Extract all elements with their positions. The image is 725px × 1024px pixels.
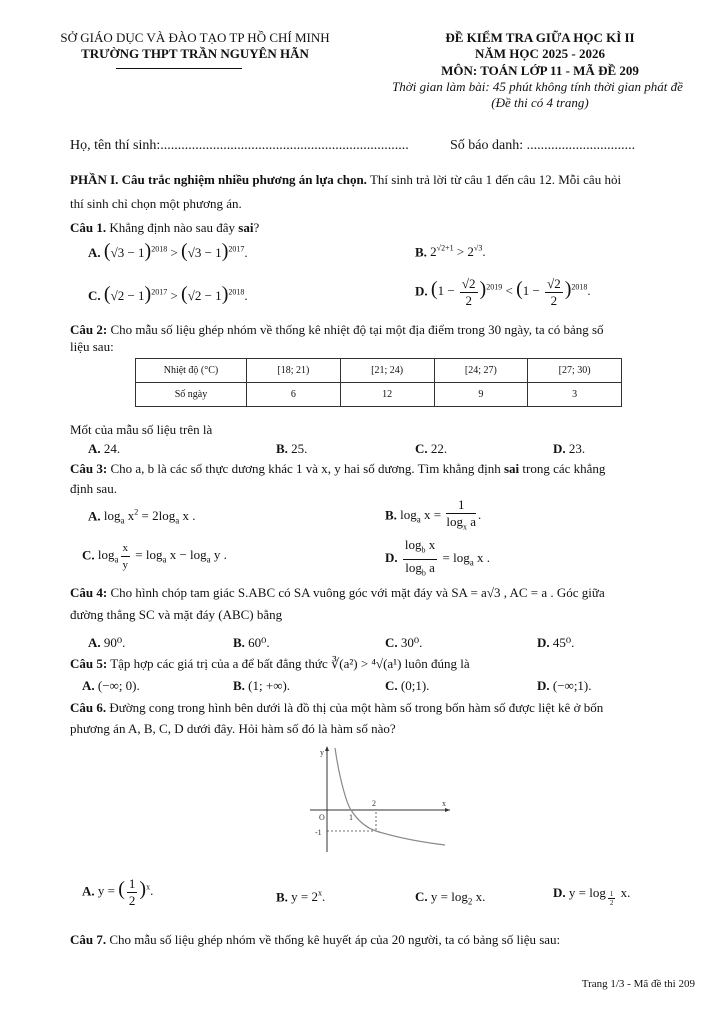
y-axis-arrow (325, 746, 329, 751)
part1-instr1: Thí sinh trả lời từ câu 1 đến câu 12. Mỗi câu hỏi (366, 172, 622, 187)
table-cell: [27; 30) (528, 359, 622, 383)
q3-text1: Cho a, b là các số thực dương khác 1 và x, y hai số dương. Tìm khẳng định (107, 461, 504, 476)
table-cell: 9 (434, 383, 528, 407)
q2-option-b[interactable]: B. 25. (276, 441, 308, 456)
q5-option-c[interactable]: C. (0;1). (385, 678, 430, 693)
subject-code: MÔN: TOÁN LỚP 11 - MÃ ĐỀ 209 (441, 63, 639, 78)
q1-a-label: A. (88, 245, 101, 260)
q2-text1: Cho mẫu số liệu ghép nhóm về thống kê nhiệt độ tại một địa điểm trong 30 ngày, ta có bảng số (107, 322, 604, 337)
q3-a-math: $\log_a x^2 = 2\log_a$ x . (103, 508, 196, 526)
q1-text: Khẳng định nào sau đây (106, 220, 239, 235)
school-name: TRƯỜNG THPT TRẦN NGUYÊN HÃN (81, 46, 309, 61)
q3-option-b[interactable] (385, 497, 481, 536)
q1-label: Câu 1. (70, 220, 107, 235)
q2-option-a[interactable]: A. 24. (88, 441, 121, 456)
q1-option-d[interactable] (415, 276, 591, 309)
time-note: Thời gian làm bài: 45 phút không tính thời gian phát đề (392, 79, 683, 94)
pages-note: (Đề thi có 4 trang) (491, 95, 589, 110)
question-6 (70, 700, 603, 716)
header-divider (116, 68, 242, 69)
school-year: NĂM HỌC 2025 - 2026 (475, 46, 605, 61)
q1-c-label: C. (88, 288, 101, 303)
q3-a-label: A. (88, 508, 101, 524)
q2-option-c[interactable]: C. 22. (415, 441, 448, 456)
q3-text1-end: trong các khẳng (519, 461, 606, 476)
table-row (136, 359, 622, 383)
q2-frequency-table (135, 358, 622, 407)
table-header-days: Số ngày (136, 383, 247, 407)
table-cell: 3 (528, 383, 622, 407)
log-curve (335, 748, 445, 845)
question-2 (70, 322, 604, 338)
graph-origin-label: O (319, 813, 325, 822)
q3-b-label: B. (385, 507, 397, 523)
q5-option-b[interactable]: B. (1; +∞). (233, 678, 291, 693)
table-cell: [18; 21) (247, 359, 341, 383)
q2-question: Mốt của mẫu số liệu trên là (70, 422, 213, 437)
q1-option-b[interactable] (415, 244, 486, 260)
q6-c-label: C. (415, 889, 428, 904)
q3-option-a[interactable] (88, 508, 195, 526)
q3-text2: định sau. (70, 481, 117, 496)
q3-option-c[interactable] (82, 540, 227, 573)
question-5 (70, 656, 470, 672)
q7-text: Cho mẫu số liệu ghép nhóm về thống kê huyết áp của 20 người, ta có bảng số liệu sau: (106, 932, 561, 947)
q6-c-math: $y = \log_2 x$. (430, 889, 486, 907)
q2-text2: liệu sau: (70, 339, 114, 354)
q6-d-label: D. (553, 885, 566, 900)
q1-d-label: D. (415, 283, 428, 299)
graph-tick-2: 2 (372, 799, 376, 808)
q4-option-c[interactable]: C. 30⁰. (385, 635, 423, 650)
q1-option-c[interactable] (88, 283, 248, 306)
q6-d-math: y = log $_{\frac{1}{2}}$ x. (568, 885, 631, 908)
part1-title: PHẦN I. Câu trắc nghiệm nhiều phương án lựa chọn. (70, 172, 367, 187)
q6-b-label: B. (276, 889, 288, 905)
q6-a-label: A. (82, 883, 95, 899)
q6-text2: phương án A, B, C, D dưới đây. Hỏi hàm số đó là hàm số nào? (70, 721, 396, 736)
q3-c-label: C. (82, 547, 95, 563)
table-cell: [21; 24) (340, 359, 434, 383)
table-header-temperature: Nhiệt độ (°C) (136, 359, 247, 383)
q6-b-math: $y = 2^x$. (291, 889, 326, 905)
graph-y-label: y (320, 748, 324, 757)
q3-label: Câu 3: (70, 461, 108, 476)
question-3 (70, 461, 605, 477)
student-name-field[interactable]: Họ, tên thí sinh:....................................................................... (70, 138, 409, 153)
q1-c-math: $(√2 - 1)^{2017} > (√2 - 1)^{2018}$. (103, 283, 248, 305)
q6-option-a[interactable] (82, 876, 153, 909)
q1-b-label: B. (415, 244, 427, 260)
q1-a-math: $(√3 - 1)^{2018} > (√3 - 1)^{2017}$. (103, 240, 248, 262)
q6-a-math: y = ( $\frac{1}{2}$ )$^x$. (97, 876, 154, 908)
student-id-field[interactable]: Số báo danh: ............................... (450, 138, 636, 153)
q3-c-math: $\log_a$ $\frac{x}{y}$ = $\log_a x - \log_a y$ . (97, 542, 227, 571)
q5-text: Tập hợp các giá trị của a để bất đẳng thức ∛(a²) > ⁴√(a¹) luôn đúng là (107, 656, 470, 671)
q6-option-c[interactable] (415, 889, 485, 907)
q1-d-math: (1 − $\frac{√2}{2}$ )$^{2019}$ < (1 − $\frac{√2}{2}$ )$^{2018}$. (430, 276, 591, 308)
graph-x-label: x (442, 799, 446, 808)
graph-tick-1: 1 (349, 813, 353, 822)
q4-option-b[interactable]: B. 60⁰. (233, 635, 270, 650)
graph-tick-neg1: -1 (315, 828, 322, 837)
q6-option-d[interactable] (553, 885, 630, 907)
q6-option-b[interactable] (276, 889, 325, 905)
q4-label: Câu 4: (70, 585, 108, 600)
q6-text1: Đường cong trong hình bên dưới là đồ thị của một hàm số trong bốn hàm số được liệt kê ở bốn (106, 700, 604, 715)
q4-text1: Cho hình chóp tam giác S.ABC có SA vuông góc với mặt đáy và SA = a√3 , AC = a . Góc giữa (107, 585, 605, 600)
table-cell: 12 (340, 383, 434, 407)
page-footer: Trang 1/3 - Mã đề thi 209 (581, 978, 695, 990)
q5-label: Câu 5: (70, 656, 108, 671)
question-7 (70, 932, 560, 948)
department-name: SỞ GIÁO DỤC VÀ ĐÀO TẠO TP HỒ CHÍ MINH (60, 30, 330, 45)
question-1 (70, 220, 259, 236)
q1-end: ? (253, 220, 260, 235)
q1-b-math: $2^{√2+1} > 2^{√3}$. (430, 244, 486, 260)
q6-label: Câu 6. (70, 700, 107, 715)
q3-d-math: $\frac{\log_b x}{\log_b a}$ = $\log_a x$ . (404, 537, 490, 578)
q2-label: Câu 2: (70, 322, 108, 337)
q5-option-a[interactable]: A. (−∞; 0). (82, 678, 140, 693)
table-cell: 6 (247, 383, 341, 407)
q7-label: Câu 7. (70, 932, 107, 947)
q1-emph: sai (238, 220, 254, 235)
exam-title: ĐỀ KIỂM TRA GIỮA HỌC KÌ II (445, 30, 635, 45)
table-row (136, 383, 622, 407)
q4-option-d[interactable]: D. 45⁰. (537, 635, 575, 650)
q4-option-a[interactable]: A. 90⁰. (88, 635, 126, 650)
q1-option-a[interactable] (88, 240, 248, 263)
part1-instructions (70, 172, 621, 188)
q5-option-d[interactable]: D. (−∞;1). (537, 678, 592, 693)
x-axis-arrow (445, 808, 450, 812)
part1-instr2: thí sinh chỉ chọn một phương án. (70, 196, 242, 211)
q4-text2: đường thẳng SC và mặt đáy (ABC) bằng (70, 607, 283, 622)
question-4 (70, 585, 605, 601)
q3-emph: sai (503, 461, 520, 476)
q2-option-d[interactable]: D. 23. (553, 441, 586, 456)
q6-function-graph (305, 742, 455, 854)
table-cell: [24; 27) (434, 359, 528, 383)
q3-d-label: D. (385, 550, 398, 566)
q3-option-d[interactable] (385, 537, 490, 581)
q3-b-math: $\log_a x$ = $\frac{1}{\log_x a}$ . (400, 497, 482, 532)
